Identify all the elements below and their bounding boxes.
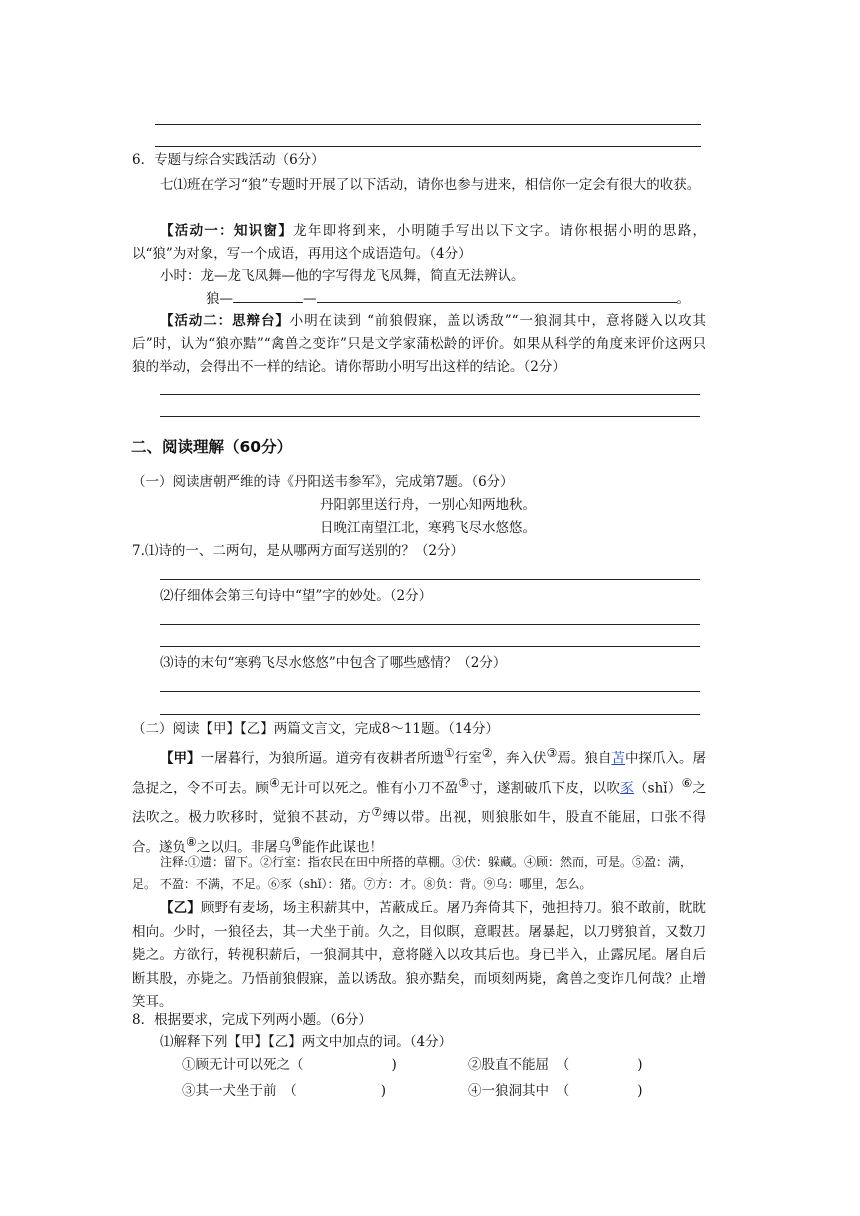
passage-yi [132, 897, 706, 1015]
jia-text: 行室 [454, 750, 482, 767]
note-ref: ② [481, 746, 493, 760]
answer-line[interactable] [160, 646, 700, 647]
q8-item-1 [182, 1055, 397, 1075]
jia-text: ，奔入伏 [492, 750, 547, 767]
item-close: ) [391, 1057, 397, 1073]
activity-2-label: 【活动二：思辩台】 [160, 313, 290, 329]
q6-title: 6．专题与综合实践活动（6分） [132, 152, 325, 168]
jia-text: 寸，遂割破爪下皮，以吹 [469, 780, 621, 796]
jia-link-2[interactable]: 豕 [620, 780, 634, 796]
item-text: ①顾无计可以死之（ [182, 1057, 304, 1073]
item-close: ) [637, 1083, 643, 1099]
activity-1-label: 【活动一：知识窗】 [160, 223, 294, 239]
wolf-dash: — [303, 291, 317, 307]
jia-link[interactable]: 苫 [611, 750, 625, 767]
note-ref: ⑥ [681, 775, 693, 790]
answer-line[interactable] [160, 624, 700, 625]
answer-line[interactable] [155, 124, 701, 125]
q7-part-2: ⑵仔细体会第三句诗中“望”字的妙处。（2分） [160, 588, 433, 604]
q8-item-2 [468, 1055, 643, 1075]
notes-line-2: 足。 不盈：不满，不足。⑥豕（shǐ）：猪。⑦方：才。⑧负：背。⑨乌：哪里，怎么。 [132, 877, 592, 891]
answer-line[interactable] [155, 146, 701, 147]
answer-line[interactable] [160, 579, 700, 580]
jia-text: 无计可以死之。惟有小刀不盈 [280, 780, 459, 796]
item-text: ②股直不能屈 （ [468, 1057, 570, 1073]
note-ref: ③ [546, 746, 558, 760]
q6-intro: 七⑴班在学习“狼”专题时开展了以下活动，请你也参与进来，相信你一定会有很大的收获。 [160, 177, 701, 193]
q6-activity-2 [132, 310, 706, 379]
poem-line-2: 日晚江南望江北，寒鸦飞尽水悠悠。 [320, 520, 536, 536]
jia-text: 之法吹之。极力吹移时，觉狼不甚动，方 [132, 780, 707, 826]
item-close: ) [637, 1057, 643, 1073]
answer-line[interactable] [160, 714, 700, 715]
item-text: ③其一犬坐于前 （ [182, 1083, 297, 1099]
q8-sub-1: ⑴解释下列【甲】【乙】两文中加点的词。（4分） [160, 1034, 453, 1050]
q7-part-3: ⑶诗的末句“寒鸦飞尽水悠悠”中包含了哪些感情？（2分） [160, 655, 507, 671]
item-close: ) [380, 1083, 387, 1099]
answer-line[interactable] [160, 394, 700, 395]
jia-text: 中探爪入。屠急捉之，令不可去。顾 [132, 750, 707, 796]
q6-wolf-line [206, 288, 690, 309]
jia-text: 之以归。非屠乌 [196, 839, 292, 855]
q8-item-3 [182, 1081, 386, 1101]
poem-line-1: 丹阳郭里送行舟，一别心知两地秋。 [320, 497, 536, 513]
note-ref: ① [443, 746, 455, 760]
passage-jia [132, 741, 706, 859]
activity-2-text: 小明在读到 “前狼假寐，盖以诱敌”“一狼洞其中，意将隧入以攻其后”时，认为“狼亦黠”“禽兽之变诈”只是文学家蒲松龄的评价。如果从科学的角度来评价这两只狼的举动，会得出不一样的结论。请你帮助小明写出这样的结论。（2分） [132, 313, 707, 375]
item-text: ④一狼洞其中 （ [468, 1083, 570, 1099]
q6-example: 小时：龙—龙飞凤舞—他的字写得龙飞凤舞，简直无法辨认。 [160, 268, 525, 284]
q8-item-4 [468, 1081, 643, 1101]
answer-line[interactable] [160, 416, 700, 417]
note-ref: ④ [269, 775, 281, 790]
jia-text: 能作此谋也！ [302, 839, 384, 855]
note-ref: ⑧ [186, 834, 197, 849]
classical-intro: （二）阅读【甲】【乙】两篇文言文，完成8～11题。（14分） [132, 721, 499, 737]
note-ref: ⑦ [371, 805, 383, 819]
jia-text: （shǐ） [633, 780, 682, 796]
section-2-title: 二、阅读理解（60分） [131, 438, 293, 456]
yi-label: 【乙】 [160, 900, 201, 916]
note-ref: ⑤ [458, 775, 470, 790]
note-ref: ⑨ [291, 834, 303, 849]
q8-title: 8．根据要求，完成下列两小题。（6分） [132, 1012, 372, 1028]
sentence-blank[interactable] [317, 288, 677, 303]
jia-text: 一屠暮行，为狼所逼。道旁有夜耕者所遗 [200, 750, 444, 767]
activity-1-text: 龙年即将到来，小明随手写出以下文字。请你根据小明的思路，以“狼”为对象，写一个成语，再用这个成语造句。（4分） [132, 223, 706, 262]
jia-text: 缚以带。出视，则狼胀如牛，股直不能屈，口张不得合。遂负 [132, 809, 706, 855]
notes-line-1: 注释:①遗：留下。②行室：指农民在田中所搭的草棚。③伏：躲藏。④顾：然而，可是。⑤盈：满， [160, 855, 693, 869]
wolf-end: 。 [676, 291, 690, 307]
answer-line[interactable] [160, 691, 700, 692]
yi-text: 顾野有麦场，场主积薪其中，苫蔽成丘。屠乃奔倚其下，弛担持刀。狼不敢前，眈眈相向。少时，一狼径去，其一犬坐于前。久之，目似瞑，意暇甚。屠暴起，以刀劈狼首，又数刀毙之。方欲行，转视积薪后，一狼洞其中，意将隧入以攻其后也。身已半入，止露尻尾。屠自后断其股，亦毙之。乃悟前狼假寐，盖以诱敌。狼亦黠矣，而顷刻两毙，禽兽之变诈几何哉？止增笑耳。 [132, 900, 707, 1010]
wolf-prefix: 狼— [206, 291, 233, 307]
jia-text: 焉。狼自 [557, 750, 612, 767]
idiom-blank[interactable] [233, 288, 303, 303]
q7-part-1: 7.⑴诗的一、二两句，是从哪两方面写送别的？（2分） [132, 543, 464, 559]
poem-intro: （一）阅读唐朝严维的诗《丹阳送韦参军》，完成第7题。（6分） [132, 474, 514, 490]
q6-activity-1 [132, 220, 706, 266]
jia-label: 【甲】 [160, 750, 201, 767]
